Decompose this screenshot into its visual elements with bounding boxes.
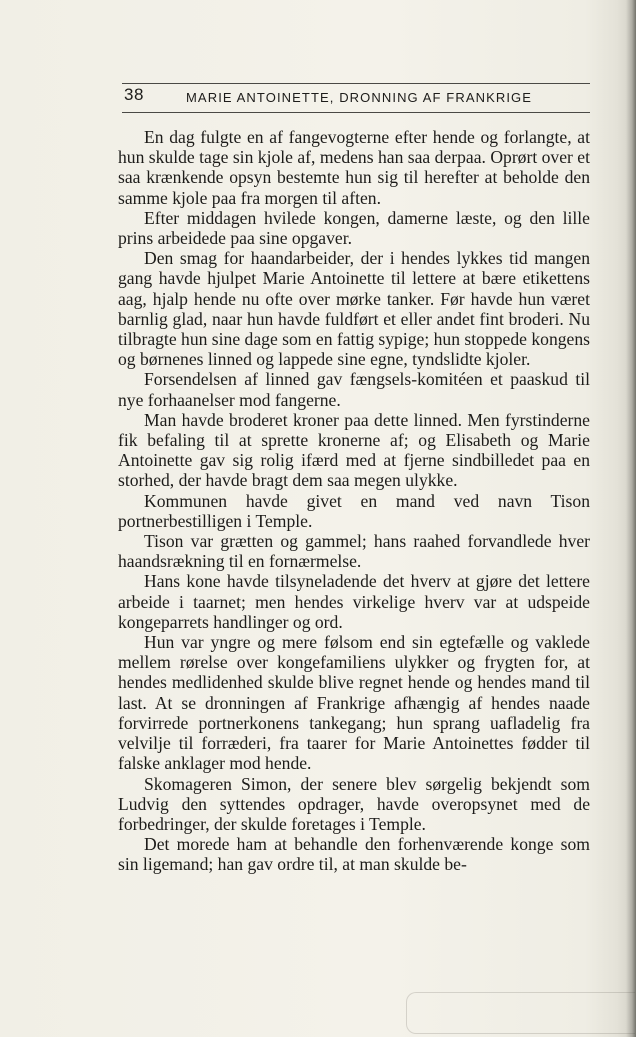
paragraph: Forsendelsen af linned gav fængsels-komitéen et paaskud til nye forhaanelser mod fangerne.: [118, 369, 590, 410]
body-text: [118, 127, 590, 875]
paragraph: Skomageren Simon, der senere blev sørgelig bekjendt som Ludvig den syttendes opdrager, havde overopsynet med de forbedringer, der skulde foretages i Temple.: [118, 773, 590, 834]
page-header: [122, 83, 590, 113]
page-edge-shadow: [626, 0, 636, 1037]
plate-mark: [406, 992, 635, 1034]
paragraph: Den smag for haandarbeider, der i hendes lykkes tid mangen gang havde hjulpet Marie Antoinette til lettere at bære etikettens aag, hjalp hende nu ofte over mørke tanker. Før havde hun været barnlig glad, naar hun havde fuldført et eller andet fint broderi. Nu tilbragte hun sine dage som en fattig sypige; hun stoppede kongens og børnenes linned og lappede sine egne, tyndslidte kjoler.: [118, 248, 591, 370]
paragraph: En dag fulgte en af fangevogterne efter hende og forlangte, at hun skulde tage sin kjole af, medens han saa derpaa. Oprørt over et saa krænkende opsyn bestemte hun sig til herefter at beholde den samme kjole paa fra morgen til aften.: [118, 127, 590, 208]
paragraph: Man havde broderet kroner paa dette linned. Men fyrstinderne fik befaling til at sprette kronerne af; og Elisabeth og Marie Antoinette gav sig rolig ifærd med at fjerne sindbilledet paa en storhed, der havde bragt dem saa megen ulykke.: [118, 409, 590, 491]
page-number: 38: [124, 85, 144, 104]
paragraph: Det morede ham at behandle den forhenværende konge som sin ligemand; han gav ordre til, at man skulde be-: [118, 834, 590, 875]
paragraph: Hans kone havde tilsyneladende det hverv at gjøre det lettere arbeide i taarnet; men hendes virkelige hverv var at udspeide kongeparrets handlinger og ord.: [118, 571, 590, 632]
paragraph: Hun var yngre og mere følsom end sin egtefælle og vaklede mellem rørelse over kongefamiliens ulykker og frygten for, at hendes medlidenhed skulde blive regnet hende og hendes mand til last. At se dronningen af Frankrige afhængig af hendes naade forvirrede portnerkonens tankegang; hun sprang uafladelig fra velvilje til forræderi, fra taarer for Marie Antoinettes fødder til falske anklager mod hende.: [118, 632, 590, 774]
paragraph: Efter middagen hvilede kongen, damerne læste, og den lille prins arbeidede paa sine opgaver.: [118, 207, 590, 249]
running-head: MARIE ANTOINETTE, DRONNING AF FRANKRIGE: [186, 90, 533, 105]
paragraph: Tison var grætten og gammel; hans raahed forvandlede hver haandsrækning til en fornærmelse.: [118, 531, 590, 572]
paragraph: Kommunen havde givet en mand ved navn Tison portnerbestilligen i Temple.: [118, 490, 590, 531]
